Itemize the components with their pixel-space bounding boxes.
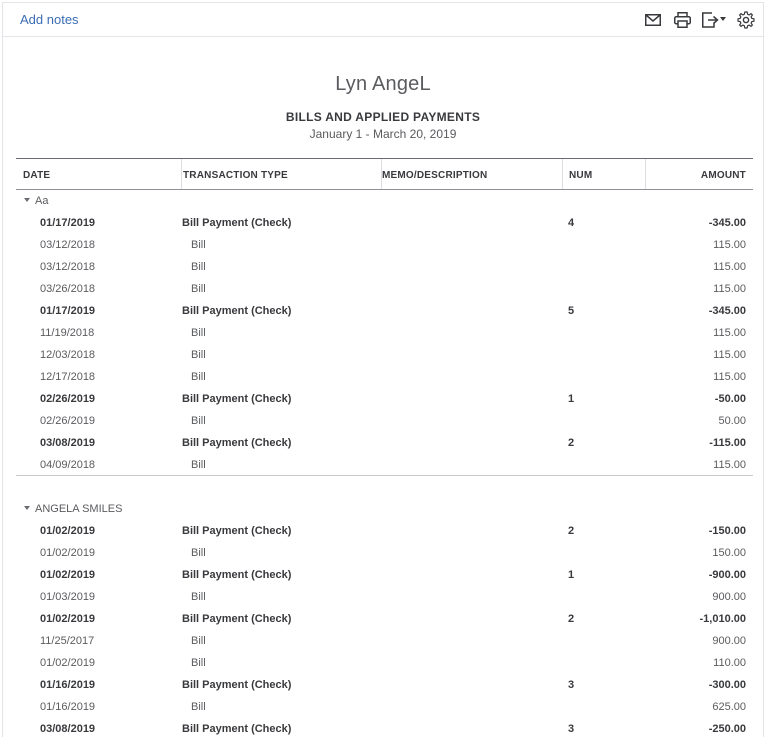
date-cell: 03/12/2018 bbox=[40, 239, 96, 251]
transaction-type-cell: Bill bbox=[191, 261, 206, 273]
company-name[interactable]: Lyn AngeL bbox=[335, 73, 431, 95]
transaction-type-cell: Bill bbox=[191, 415, 206, 427]
date-cell: 01/03/2019 bbox=[40, 591, 96, 603]
table-row[interactable] bbox=[16, 432, 753, 454]
transaction-type-cell: Bill bbox=[191, 349, 206, 361]
table-row[interactable] bbox=[16, 410, 753, 432]
amount-cell: 900.00 bbox=[712, 591, 746, 603]
transaction-type-cell[interactable]: Bill Payment (Check) bbox=[182, 305, 292, 317]
report-title[interactable]: BILLS AND APPLIED PAYMENTS bbox=[285, 110, 481, 124]
table-row[interactable] bbox=[16, 300, 753, 322]
column-header-memo[interactable]: MEMO/DESCRIPTION bbox=[382, 159, 563, 189]
transaction-type-cell: Bill bbox=[191, 591, 206, 603]
group-toggle[interactable] bbox=[16, 190, 753, 212]
column-header-date[interactable]: DATE bbox=[23, 159, 182, 189]
amount-cell: 115.00 bbox=[713, 283, 746, 295]
export-icon[interactable] bbox=[700, 10, 728, 30]
date-cell: 01/02/2019 bbox=[40, 569, 96, 581]
amount-cell: 115.00 bbox=[713, 371, 746, 383]
transaction-type-cell: Bill bbox=[191, 371, 206, 383]
caret-down-icon bbox=[24, 198, 30, 202]
table-row[interactable] bbox=[16, 256, 753, 278]
email-icon[interactable] bbox=[642, 10, 664, 30]
transaction-type-cell[interactable]: Bill Payment (Check) bbox=[182, 217, 292, 229]
num-cell: 2 bbox=[568, 613, 575, 625]
amount-cell: -900.00 bbox=[708, 569, 746, 581]
date-cell: 01/16/2019 bbox=[40, 701, 96, 713]
amount-cell: -345.00 bbox=[708, 217, 746, 229]
amount-cell: -150.00 bbox=[708, 525, 746, 537]
group-spacer bbox=[16, 476, 753, 498]
table-row[interactable] bbox=[16, 586, 753, 608]
amount-cell: 900.00 bbox=[712, 635, 746, 647]
column-header-amount[interactable]: AMOUNT bbox=[700, 170, 746, 181]
report-header bbox=[3, 73, 763, 141]
transaction-type-cell: Bill bbox=[191, 283, 206, 295]
amount-cell: 150.00 bbox=[712, 547, 746, 559]
report-table bbox=[16, 158, 753, 737]
date-cell: 03/12/2018 bbox=[40, 261, 96, 273]
date-cell: 01/02/2019 bbox=[40, 613, 96, 625]
add-notes-link[interactable]: Add notes bbox=[20, 12, 79, 27]
amount-cell: -1,010.00 bbox=[699, 613, 746, 625]
amount-cell: 625.00 bbox=[712, 701, 746, 713]
amount-cell: -50.00 bbox=[714, 393, 746, 405]
date-cell: 01/16/2019 bbox=[40, 679, 96, 691]
date-cell: 01/02/2019 bbox=[40, 547, 96, 559]
date-cell: 11/19/2018 bbox=[40, 327, 95, 339]
table-row[interactable] bbox=[16, 674, 753, 696]
date-cell: 03/26/2018 bbox=[40, 283, 96, 295]
group-name: Aa bbox=[35, 195, 49, 207]
table-row[interactable] bbox=[16, 696, 753, 718]
report-frame bbox=[2, 2, 764, 737]
table-row[interactable] bbox=[16, 520, 753, 542]
amount-cell: -345.00 bbox=[708, 305, 746, 317]
amount-cell: 115.00 bbox=[713, 327, 746, 339]
date-cell: 03/08/2019 bbox=[40, 437, 96, 449]
transaction-type-cell: Bill bbox=[191, 327, 206, 339]
amount-cell: -300.00 bbox=[708, 679, 746, 691]
date-cell: 02/26/2019 bbox=[40, 393, 96, 405]
amount-cell: 115.00 bbox=[713, 239, 746, 251]
table-row[interactable] bbox=[16, 366, 753, 388]
num-cell: 4 bbox=[568, 217, 575, 229]
table-row[interactable] bbox=[16, 344, 753, 366]
num-cell: 5 bbox=[568, 305, 575, 317]
caret-down-icon bbox=[24, 506, 30, 510]
table-row[interactable] bbox=[16, 388, 753, 410]
amount-cell: -115.00 bbox=[709, 437, 746, 449]
table-row[interactable] bbox=[16, 322, 753, 344]
transaction-type-cell: Bill bbox=[191, 459, 206, 471]
group-toggle[interactable] bbox=[16, 498, 753, 520]
amount-cell: 115.00 bbox=[713, 349, 746, 361]
table-row[interactable] bbox=[16, 278, 753, 300]
date-cell: 01/02/2019 bbox=[40, 657, 96, 669]
table-row[interactable] bbox=[16, 212, 753, 234]
date-cell: 03/08/2019 bbox=[40, 723, 96, 735]
num-cell: 3 bbox=[568, 679, 575, 691]
table-row[interactable] bbox=[16, 234, 753, 256]
date-cell: 12/17/2018 bbox=[40, 371, 96, 383]
amount-cell: 115.00 bbox=[713, 459, 746, 471]
num-cell: 3 bbox=[568, 723, 575, 735]
date-cell: 04/09/2018 bbox=[40, 459, 96, 471]
table-row[interactable] bbox=[16, 630, 753, 652]
transaction-type-cell: Bill bbox=[191, 657, 206, 669]
transaction-type-cell[interactable]: Bill Payment (Check) bbox=[182, 569, 292, 581]
transaction-type-cell: Bill bbox=[191, 701, 206, 713]
transaction-type-cell[interactable]: Bill Payment (Check) bbox=[182, 525, 292, 537]
transaction-type-cell[interactable]: Bill Payment (Check) bbox=[182, 437, 292, 449]
print-icon[interactable] bbox=[671, 10, 693, 30]
amount-cell: 50.00 bbox=[718, 415, 746, 427]
date-cell: 12/03/2018 bbox=[40, 349, 96, 361]
num-cell: 1 bbox=[568, 393, 575, 405]
date-cell: 01/17/2019 bbox=[40, 217, 96, 229]
date-cell: 01/17/2019 bbox=[40, 305, 96, 317]
table-row[interactable] bbox=[16, 454, 753, 476]
table-row[interactable] bbox=[16, 718, 753, 737]
table-row[interactable] bbox=[16, 652, 753, 674]
column-header-transaction-type[interactable]: TRANSACTION TYPE bbox=[183, 159, 382, 189]
column-header-num[interactable]: NUM bbox=[569, 159, 646, 189]
report-date-range: January 1 - March 20, 2019 bbox=[309, 127, 457, 141]
transaction-type-cell[interactable]: Bill Payment (Check) bbox=[182, 613, 292, 625]
num-cell: 2 bbox=[568, 437, 575, 449]
table-body bbox=[16, 190, 753, 737]
amount-cell: 115.00 bbox=[713, 261, 746, 273]
table-row[interactable] bbox=[16, 542, 753, 564]
transaction-type-cell: Bill bbox=[191, 635, 206, 647]
amount-cell: 110.00 bbox=[713, 657, 746, 669]
group-name: ANGELA SMILES bbox=[35, 503, 123, 515]
date-cell: 01/02/2019 bbox=[40, 525, 96, 537]
table-row[interactable] bbox=[16, 608, 753, 630]
transaction-type-cell[interactable]: Bill Payment (Check) bbox=[182, 723, 292, 735]
date-cell: 11/25/2017 bbox=[40, 635, 95, 647]
settings-icon[interactable] bbox=[735, 10, 757, 30]
report-toolbar bbox=[3, 3, 763, 37]
toolbar-actions bbox=[635, 10, 757, 30]
num-cell: 1 bbox=[568, 569, 575, 581]
transaction-type-cell[interactable]: Bill Payment (Check) bbox=[182, 393, 292, 405]
transaction-type-cell: Bill bbox=[191, 547, 206, 559]
table-row[interactable] bbox=[16, 564, 753, 586]
num-cell: 2 bbox=[568, 525, 575, 537]
amount-cell: -250.00 bbox=[708, 723, 746, 735]
date-cell: 02/26/2019 bbox=[40, 415, 96, 427]
transaction-type-cell: Bill bbox=[191, 239, 206, 251]
table-header bbox=[16, 158, 753, 190]
transaction-type-cell[interactable]: Bill Payment (Check) bbox=[182, 679, 292, 691]
